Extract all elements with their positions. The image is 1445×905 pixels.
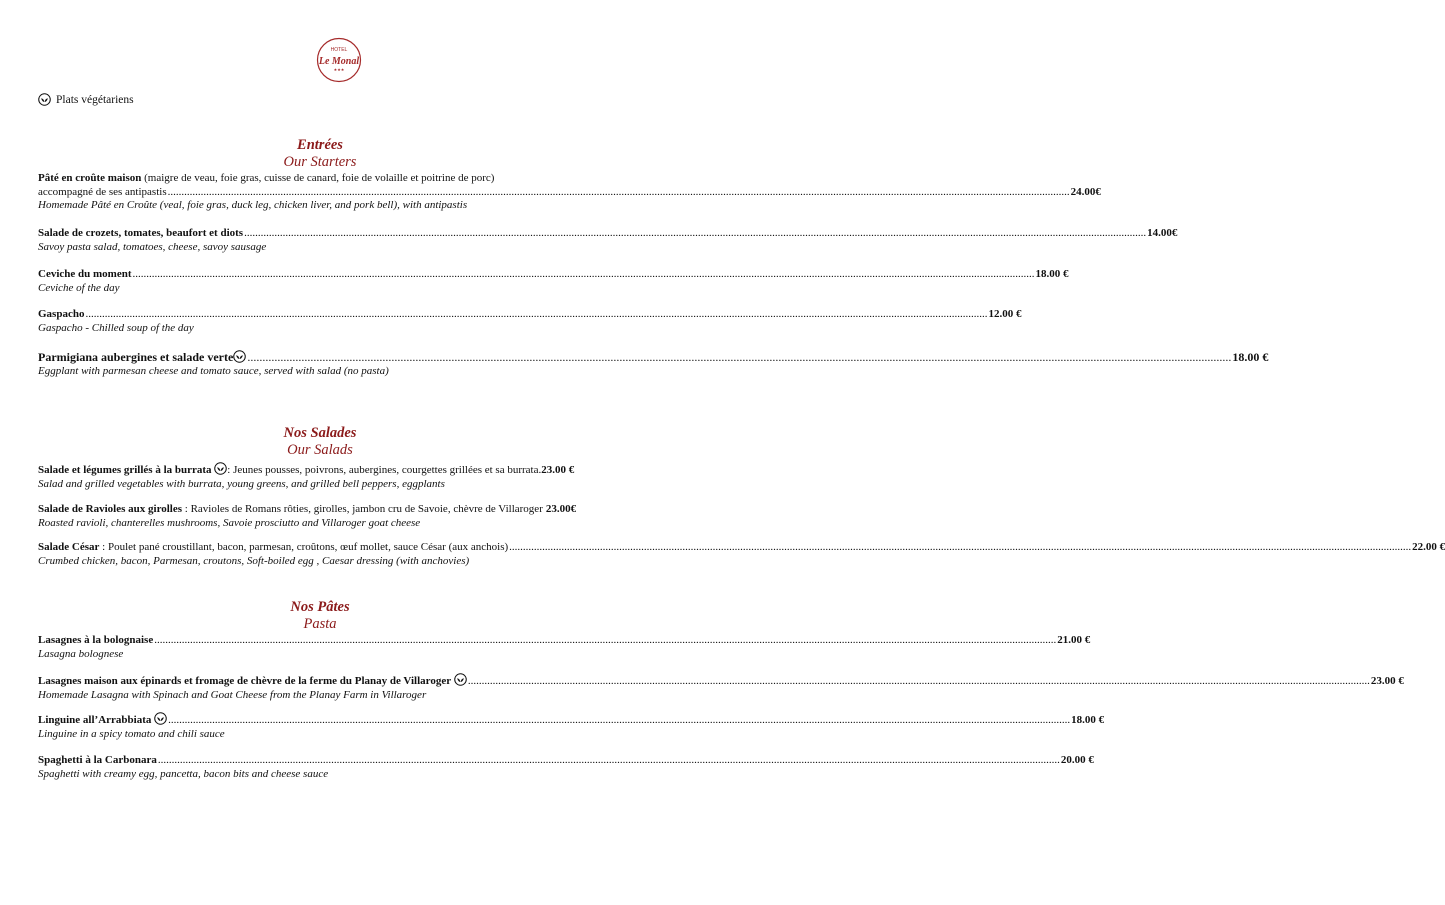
- item-name: Lasagnes maison aux épinards et fromage de chèvre de la ferme du Planay de Villaroger: [38, 675, 452, 687]
- item-price: 14.00€: [1147, 227, 1178, 239]
- item-name: Salade César: [38, 541, 100, 553]
- item-name: Salade de crozets, tomates, beaufort et diots: [38, 227, 244, 239]
- item-description: Salad and grilled vegetables with burrata, young greens, and grilled bell peppers, eggplants: [38, 477, 445, 490]
- item-price: 21.00 €: [1057, 634, 1091, 646]
- section-title-en: Our Starters: [283, 154, 357, 170]
- menu-item: [38, 462, 618, 491]
- item-description: Eggplant with parmesan cheese and tomato sauce, served with salad (no pasta): [38, 364, 389, 377]
- item-description: Ceviche of the day: [38, 281, 120, 294]
- section-title-fr: Entrées: [297, 137, 343, 153]
- item-detail: (maigre de veau, foie gras, cuisse de canard, foie de volaille et poitrine de porc): [141, 172, 495, 184]
- section-title-fr: Nos Salades: [283, 425, 357, 441]
- item-description: Spaghetti with creamy egg, pancetta, bacon bits and cheese sauce: [38, 767, 329, 780]
- item-description: Roasted ravioli, chanterelles mushrooms, Savoie prosciutto and Villaroger goat cheese: [38, 516, 421, 529]
- item-name: Salade et légumes grillés à la burrata: [38, 464, 212, 476]
- item-detail: : Poulet pané croustillant, bacon, parmesan, croûtons, œuf mollet, sauce César (aux anchois): [99, 541, 509, 553]
- item-price: 20.00 €: [1060, 754, 1094, 766]
- section-title-salads: [0, 425, 640, 459]
- menu-item: [38, 268, 1069, 295]
- menu-item: [38, 227, 1178, 254]
- item-detail: : Jeunes pousses, poivrons, aubergines, courgettes grillées et sa burrata.: [227, 464, 542, 476]
- menu-item: [38, 541, 1445, 568]
- section-title-starters: [0, 137, 640, 171]
- item-description: Homemade Pâté en Croûte (veal, foie gras, duck leg, chicken liver, and pork bell), with antipastis: [38, 199, 468, 211]
- item-price: 24.00€: [1070, 185, 1101, 198]
- item-price: 23.00€: [545, 503, 577, 515]
- item-name: Lasagnes à la bolognaise: [38, 634, 154, 646]
- menu-item: [38, 503, 618, 530]
- menu-item: [38, 634, 1091, 661]
- menu-item: [38, 712, 1105, 741]
- item-price: 12.00 €: [988, 308, 1022, 320]
- item-price: 18.00 €: [1035, 268, 1069, 280]
- vegetarian-leaf-icon: [154, 712, 167, 725]
- vegetarian-leaf-icon: [214, 462, 227, 475]
- item-description: Linguine in a spicy tomato and chili sauce: [38, 727, 225, 740]
- item-price: 23.00 €: [541, 464, 575, 476]
- section-title-pasta: [0, 599, 640, 633]
- vegetarian-leaf-icon: [233, 350, 246, 363]
- menu-item: [38, 308, 1022, 335]
- menu-item: [38, 350, 1269, 378]
- item-price: 22.00 €: [1412, 541, 1445, 553]
- item-price: 18.00 €: [1071, 714, 1105, 726]
- item-price: 23.00 €: [1370, 675, 1404, 687]
- section-title-en: Pasta: [303, 616, 337, 632]
- item-name: Ceviche du moment: [38, 268, 132, 280]
- item-description: Savoy pasta salad, tomatoes, cheese, savoy sausage: [38, 240, 267, 253]
- hotel-logo: [316, 37, 362, 83]
- item-name: Linguine all’Arrabbiata: [38, 714, 152, 726]
- vegetarian-leaf-icon: [38, 93, 51, 106]
- logo-stars-text: ★★★: [333, 67, 345, 72]
- item-description: Homemade Lasagna with Spinach and Goat Cheese from the Planay Farm in Villaroger: [38, 688, 427, 701]
- menu-item: [38, 754, 1094, 781]
- item-detail: : Ravioles de Romans rôties, girolles, jambon cru de Savoie, chèvre de Villaroger: [182, 503, 543, 515]
- logo-name-text: Le Monal: [318, 56, 360, 67]
- section-title-en: Our Salads: [287, 442, 353, 458]
- menu-item: [38, 673, 1404, 702]
- item-name: Parmigiana aubergines et salade verte: [38, 350, 234, 364]
- item-detail-2: accompagné de ses antipastis: [38, 185, 167, 198]
- item-description: Crumbed chicken, bacon, Parmesan, croutons, Soft-boiled egg , Caesar dressing (with anchovies): [38, 554, 470, 567]
- logo-hotel-text: HOTEL: [330, 47, 348, 53]
- vegetarian-leaf-icon: [454, 673, 467, 686]
- section-title-fr: Nos Pâtes: [290, 599, 350, 615]
- menu-item: [38, 172, 1101, 213]
- item-price: 18.00 €: [1232, 350, 1269, 364]
- legend-label: Plats végétariens: [56, 93, 134, 106]
- item-description: Lasagna bolognese: [38, 647, 124, 660]
- item-name: Pâté en croûte maison: [38, 172, 142, 184]
- item-description: Gaspacho - Chilled soup of the day: [38, 321, 194, 334]
- item-name: Salade de Ravioles aux girolles: [38, 503, 183, 515]
- item-name: Gaspacho: [38, 308, 85, 320]
- item-name: Spaghetti à la Carbonara: [38, 754, 157, 766]
- vegetarian-legend: [38, 93, 134, 106]
